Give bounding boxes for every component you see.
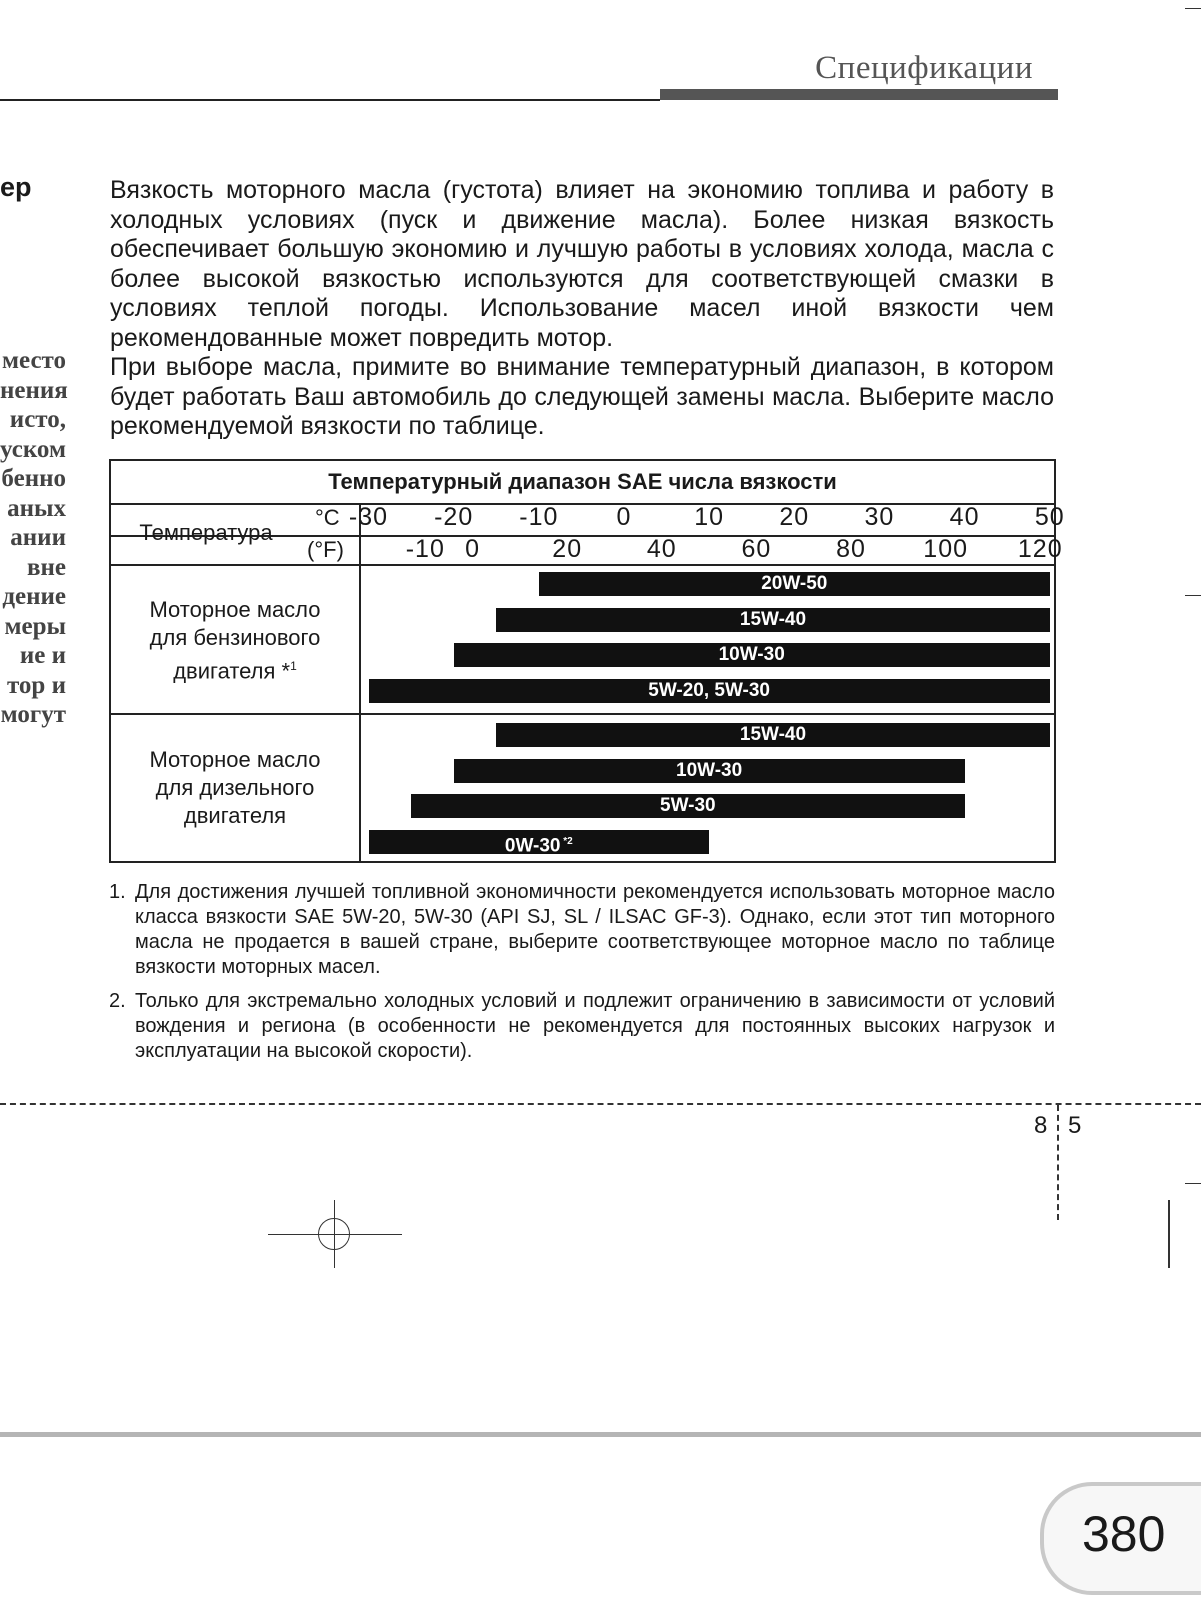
gasoline-oil-label xyxy=(111,596,359,685)
oil-grade-label: 10W-30 xyxy=(718,644,785,665)
footnote-number: 1. xyxy=(109,881,126,903)
oil-grade-label: 15W-40 xyxy=(739,724,807,745)
oil-grade-bar xyxy=(496,608,1049,632)
oil-grade-bar xyxy=(369,830,710,854)
left-fragment: нения xyxy=(0,376,68,404)
left-fragment: меры xyxy=(4,612,66,640)
oil-grade-label: 5W-20, 5W-30 xyxy=(648,679,770,701)
page-number: 380 xyxy=(1082,1506,1166,1562)
footnote-text: Только для экстремально холодных условий и подлежит ограничению в зависимости от условий вождения и региона (в особенности не рекомендуется для постоянных высоких нагрузок и эксплуатации на высокой скорости). xyxy=(135,990,1055,1062)
oil-grade-label: 0W-30 xyxy=(504,834,561,856)
body-paragraph: При выборе масла, примите во внимание температурный диапазон, в котором будет работать Ваш автомобиль до следующей замены масла. Выберите масло рекомендуемой вязкости по таблице. xyxy=(110,353,1054,440)
left-fragment: могут xyxy=(0,701,66,728)
oil-grade-bar xyxy=(454,643,1050,667)
fahrenheit-tick: 0 xyxy=(465,535,481,563)
temperature-label: Температура xyxy=(139,520,273,545)
footnote-ref: *2 xyxy=(560,835,573,847)
oil-grade-bar xyxy=(454,759,965,783)
oil-grade-label: 15W-40 xyxy=(739,608,807,630)
left-fragment: ании xyxy=(10,524,66,551)
unit-fahrenheit: (°F) xyxy=(307,537,344,562)
table-divider xyxy=(111,713,1054,715)
celsius-tick: -10 xyxy=(519,503,559,531)
oil-grade-label: 20W-50 xyxy=(761,573,828,594)
table-title: Температурный диапазон SAE числа вязкости xyxy=(111,461,1054,505)
celsius-tick: -20 xyxy=(434,503,474,531)
fahrenheit-tick: 20 xyxy=(552,535,583,563)
chapter-page-divider xyxy=(1057,1105,1059,1220)
section-title: Спецификации xyxy=(815,50,1033,86)
left-fragment: аных xyxy=(7,494,66,522)
unit-celsius: °C xyxy=(315,505,340,530)
crop-mark xyxy=(1185,8,1201,9)
gasoline-label-text: двигателя * xyxy=(173,658,291,684)
fahrenheit-tick: 60 xyxy=(741,535,772,563)
crop-mark xyxy=(1185,595,1201,596)
fahrenheit-tick: 40 xyxy=(646,535,677,563)
footnote-text: Для достижения лучшей топливной экономичности рекомендуется использовать моторное масло класса вязкости SAE 5W-20, 5W-30 (API SJ, SL / ILSAC GF-3). Однако, если этот тип моторного масла не продается в вашей стране, выберите соответствующее моторное масло по таблице вязкости моторных масел. xyxy=(135,881,1055,978)
footnote-number: 2. xyxy=(109,990,126,1012)
left-fragment: дение xyxy=(2,583,66,610)
diesel-label-line: Моторное масло xyxy=(149,747,321,772)
celsius-tick: -30 xyxy=(348,503,389,531)
left-fragment: ие и xyxy=(19,642,66,669)
diesel-label-line: для дизельного xyxy=(155,775,315,800)
celsius-tick: 0 xyxy=(616,503,632,531)
footnote-ref: 1 xyxy=(290,659,297,673)
viscosity-table xyxy=(109,459,1065,863)
oil-grade-label: 10W-30 xyxy=(676,759,743,781)
crop-mark xyxy=(1185,1183,1201,1184)
registration-mark-icon xyxy=(318,1218,350,1250)
chapter-page-number: 5 xyxy=(1068,1112,1082,1139)
header-rule xyxy=(0,99,660,101)
gasoline-label-line: для бензинового xyxy=(149,625,321,650)
left-fragment: вне xyxy=(26,553,66,581)
header-rule-accent xyxy=(660,89,1058,100)
body-paragraph: Вязкость моторного масла (густота) влияет на экономию топлива и работу в холодных условиях (пуск и движение масла). Более низкая вязкость обеспечивает большую экономию и лучшую работы в условиях холода, масла с более высокой вязкостью используются для соответствующей смазки в условиях теплой погоды. Использование масел иной вязкости чем рекомендованные может повредить мотор. xyxy=(110,176,1054,352)
chapter-number: 8 xyxy=(1034,1112,1048,1139)
footnote-2 xyxy=(109,989,1055,1064)
footnote-1 xyxy=(109,880,1055,980)
oil-grade-label: 5W-30 xyxy=(660,795,716,816)
left-fragment: уском xyxy=(0,435,66,463)
diesel-oil-label xyxy=(111,746,359,830)
body-text xyxy=(110,176,1054,442)
table-divider xyxy=(359,503,361,861)
fahrenheit-tick: 120 xyxy=(1017,535,1063,563)
left-fragment: исто, xyxy=(9,406,66,433)
oil-grade-bar xyxy=(496,723,1049,747)
fahrenheit-tick: -10 xyxy=(405,535,445,563)
table-divider xyxy=(111,564,1054,566)
celsius-tick: 50 xyxy=(1034,503,1065,531)
gasoline-label-line: Моторное масло xyxy=(149,597,321,622)
celsius-tick: 20 xyxy=(779,503,810,531)
oil-grade-bar xyxy=(369,679,1050,703)
celsius-tick: 40 xyxy=(949,503,980,531)
left-fragment: бенно xyxy=(1,465,66,492)
left-fragment: место xyxy=(2,347,66,374)
crop-mark xyxy=(1168,1200,1170,1268)
left-column-heading-fragment: ер xyxy=(0,172,32,202)
diesel-label-line: двигателя xyxy=(183,803,287,828)
left-fragment: тор и xyxy=(6,671,66,699)
dashed-separator xyxy=(0,1103,1201,1105)
fahrenheit-tick: 100 xyxy=(923,535,969,563)
celsius-tick: 30 xyxy=(864,503,895,531)
gasoline-label-line xyxy=(111,652,359,685)
oil-grade-bar xyxy=(411,794,964,818)
left-column-text xyxy=(0,346,66,730)
oil-grade-bar xyxy=(539,572,1050,596)
bottom-rule xyxy=(0,1432,1201,1437)
celsius-tick: 10 xyxy=(694,503,725,531)
fahrenheit-tick: 80 xyxy=(836,535,866,563)
